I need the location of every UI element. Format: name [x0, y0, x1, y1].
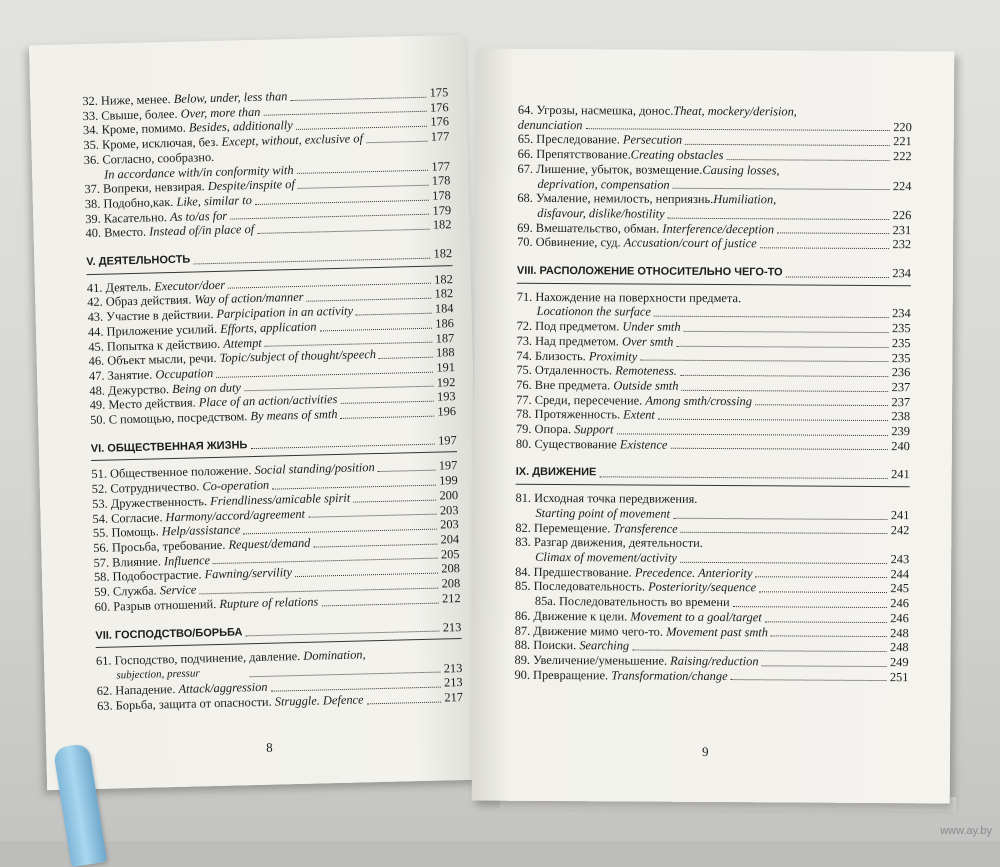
dot-leader	[341, 415, 435, 418]
watermark: www.ay.by	[940, 825, 992, 837]
entry-english: Social standing/position	[254, 460, 375, 478]
entry-title: 41. Деятель.	[86, 279, 155, 295]
entry-title: 52. Сотрудничество.	[91, 479, 203, 497]
entry-english: Proximity	[588, 348, 638, 364]
entry-page: 204	[440, 532, 460, 547]
entry-english: Request/demand	[228, 535, 311, 552]
entry-text	[516, 407, 655, 423]
entry-page: 175	[429, 85, 449, 100]
entry-page: 178	[431, 173, 451, 188]
entry-english: Raising/reduction	[670, 653, 759, 669]
entry-english: Outside smth	[613, 378, 679, 393]
entry-english: Fawning/servility	[204, 565, 293, 582]
entry-text	[516, 334, 673, 350]
entry-english: Domination,	[303, 647, 366, 664]
entry-title: 48. Дежурство.	[89, 381, 173, 398]
section-page: 234	[892, 266, 911, 281]
entry-english: Movement past smth	[666, 624, 769, 639]
entry-english: Among smth/crossing	[645, 393, 752, 408]
entry-title: 85а. Последовательность во времени	[534, 594, 730, 610]
entry-title: 83. Разгар движения, деятельности.	[515, 535, 703, 551]
entry-english: Being on duty	[171, 380, 242, 396]
dot-leader	[760, 247, 890, 249]
entry-page: 245	[890, 581, 910, 596]
entry-page: 176	[429, 99, 449, 115]
entry-page: 248	[890, 640, 909, 655]
entry-text	[516, 422, 614, 437]
dot-leader	[676, 345, 889, 347]
dot-leader	[726, 159, 890, 161]
entry-page: 249	[889, 654, 909, 670]
entry-page: 235	[891, 335, 911, 351]
section-title: IX. ДВИЖЕНИЕ	[515, 466, 597, 479]
entry-title: 38. Подобно,как.	[84, 194, 177, 212]
entry-english: Movement to a goal/target	[630, 609, 762, 625]
entry-english: Support	[574, 422, 614, 437]
entry-title: 62. Нападение.	[96, 682, 179, 699]
entry-english: Influence	[163, 552, 211, 568]
dot-leader	[731, 679, 887, 681]
entry-text	[515, 638, 630, 653]
entry-page: 196	[437, 404, 457, 419]
entry-english: Posteriority/sequence	[648, 579, 757, 595]
dot-leader	[586, 129, 891, 132]
entry-page: 199	[438, 473, 458, 488]
dot-leader	[786, 276, 890, 278]
dot-leader	[680, 561, 888, 563]
entry-text	[516, 348, 637, 363]
entry-page: 239	[891, 424, 911, 439]
entry-page: 177	[430, 129, 450, 144]
entry-english: Existence	[619, 437, 668, 452]
entry-text	[517, 220, 774, 236]
left-page	[29, 35, 483, 790]
dot-leader	[668, 217, 890, 219]
entry-text	[514, 667, 727, 683]
entry-page: 197	[438, 458, 458, 474]
entry-page: 208	[441, 576, 461, 591]
dot-leader	[378, 470, 436, 472]
entry-title: 64. Угрозы, насмешка, донос.	[517, 102, 674, 118]
entry-english: Service	[159, 582, 197, 598]
entry-title: 79. Опора.	[515, 421, 575, 437]
entry-title: 56. Просьба, требование.	[93, 537, 229, 555]
entry-page: 220	[893, 119, 912, 134]
entry-page: 184	[434, 301, 454, 316]
section-page: 197	[437, 432, 457, 448]
entry-page: 212	[441, 590, 461, 606]
dot-leader	[193, 257, 430, 264]
entry-english: denunciation	[517, 117, 583, 132]
entry-page: 187	[435, 330, 455, 346]
dot-leader	[685, 144, 890, 146]
entry-title: 36. Согласно, сообразно.	[83, 149, 215, 167]
entry-page: 244	[890, 566, 910, 581]
dot-leader	[654, 316, 889, 318]
entry-english: Locationon the surface	[536, 304, 652, 320]
entry-page: 241	[890, 507, 910, 523]
entry-page: 237	[891, 394, 911, 409]
entry-english: Transference	[613, 520, 678, 536]
section-page: 241	[891, 467, 910, 482]
entry-english: Instead of/in place of	[149, 222, 255, 239]
entry-text	[535, 594, 730, 610]
entry-english: By means of smth	[250, 407, 338, 424]
entry-english: Except, without, exclusive of	[221, 131, 364, 149]
dot-leader	[771, 636, 887, 638]
entry-page: 213	[443, 660, 463, 676]
entry-title: 45. Попытка к действию.	[88, 336, 224, 354]
entry-page: 193	[436, 389, 456, 404]
entry-title: 84. Предшествование.	[515, 564, 635, 580]
entry-english: Theat, mockery/derision,	[673, 103, 797, 119]
entry-text	[515, 520, 677, 536]
entry-english: Below, under, less than	[173, 89, 288, 106]
entry-title: 81. Исходная точка передвижения.	[515, 490, 698, 507]
toc-entry	[514, 667, 908, 684]
entry-page: 234	[892, 306, 911, 321]
entry-text	[516, 363, 677, 379]
entry-english: Creating obstacles	[630, 147, 724, 163]
entry-title: 50. С помощью, посредством.	[89, 409, 251, 428]
entry-title: 68. Умаление, немилость, неприязнь.	[517, 191, 714, 207]
entry-title: 61. Господство, подчинение, давление.	[95, 649, 304, 669]
entry-title: 67. Лишение, убыток, возмещение.	[517, 161, 703, 177]
dot-leader	[673, 517, 888, 519]
entry-english: Under smth	[622, 319, 681, 334]
entry-english: Interference/deception	[662, 221, 775, 236]
entry-title: 58. Подобострастие.	[93, 567, 205, 585]
entry-text	[516, 437, 668, 453]
entry-title: 51. Общественное положение.	[91, 463, 255, 482]
entry-text	[515, 564, 753, 580]
section-page: 213	[442, 619, 462, 635]
dot-leader	[321, 602, 439, 606]
dot-leader	[762, 665, 887, 667]
entry-title: 43. Участие в действии.	[87, 307, 217, 325]
entry-page: 246	[890, 596, 909, 611]
entry-page: 240	[891, 438, 910, 453]
entry-page: 243	[890, 552, 910, 567]
entry-page: 191	[436, 360, 456, 375]
entry-text	[515, 653, 759, 669]
dot-leader	[379, 357, 433, 359]
entry-english: Help/assistance	[161, 522, 241, 539]
dot-leader	[367, 701, 442, 704]
entry-text	[516, 392, 752, 408]
dot-leader	[755, 577, 887, 579]
entry-english: Place of an action/activities	[198, 392, 338, 410]
entry-title: 35. Кроме, исключая, без.	[83, 134, 222, 153]
dot-leader	[681, 389, 888, 391]
entry-title: 66. Препятствование.	[517, 146, 631, 162]
dot-leader	[759, 591, 887, 593]
entry-page: 200	[439, 487, 459, 503]
entry-page: 232	[892, 237, 912, 252]
entry-title: 40. Вместо.	[85, 224, 150, 241]
entry-title: 65. Преследование.	[517, 132, 623, 147]
entry-page: 236	[891, 365, 911, 380]
entry-title: 37. Вопреки, невзирая.	[84, 179, 208, 197]
entry-english: In accordance with/in conformity with	[103, 162, 294, 182]
entry-english: Co-operation	[202, 477, 270, 494]
entry-title: 89. Увеличение/уменьшение.	[514, 652, 671, 668]
entry-title: 73. Над предметом.	[516, 333, 623, 349]
entry-english: Over, more than	[180, 104, 261, 121]
entry-title: 75. Отдаленность.	[516, 363, 616, 378]
entry-english: Parpicipation in an activity	[216, 303, 354, 322]
entry-title: 59. Служба.	[94, 583, 160, 600]
entry-page: 179	[432, 202, 452, 218]
dot-leader	[640, 360, 889, 363]
dot-leader	[616, 433, 888, 436]
entry-title: 76. Вне предмета.	[516, 377, 614, 393]
entry-english: Persecution	[622, 132, 683, 148]
entry-page: 178	[431, 188, 451, 203]
entry-title: 78. Протяженность.	[516, 407, 624, 422]
dot-leader	[670, 448, 888, 450]
right-toc	[514, 103, 912, 685]
entry-page: 248	[890, 625, 909, 640]
entry-text	[518, 132, 682, 148]
dot-leader	[777, 233, 890, 235]
entry-page: 203	[439, 502, 459, 518]
entry-page: 176	[430, 114, 450, 130]
entry-english: Efforts, application	[219, 319, 317, 336]
dot-leader	[673, 188, 890, 190]
entry-page: 192	[436, 374, 456, 390]
dot-leader	[684, 331, 889, 333]
dot-leader	[366, 141, 428, 144]
entry-english: Accusation/court of justice	[623, 235, 757, 251]
entry-page: 221	[893, 134, 912, 149]
entry-page: 208	[441, 561, 461, 576]
entry-english: Over smth	[621, 334, 674, 349]
dot-leader	[246, 631, 440, 637]
dot-leader	[599, 476, 888, 479]
entry-title: 90. Превращение.	[514, 667, 612, 682]
entry-english: subjection, pressur	[116, 667, 200, 682]
entry-page: 182	[434, 286, 454, 302]
entry-page: 213	[443, 675, 463, 690]
entry-page: 226	[892, 208, 912, 223]
entry-title: 46. Объект мысли, речи.	[88, 351, 220, 369]
entry-english: Like, similar to	[176, 192, 253, 209]
entry-title: 87. Движение мимо чего-то.	[514, 623, 667, 639]
entry-english: Remoteness.	[615, 363, 677, 379]
entry-title: 86. Движение к цели.	[514, 608, 631, 624]
entry-title: 63. Борьба, защита от опасности.	[96, 694, 275, 713]
entry-title: 77. Среди, пересечение.	[516, 392, 646, 408]
entry-page: 205	[440, 546, 460, 562]
entry-page: 182	[432, 217, 452, 232]
dot-leader	[356, 313, 432, 316]
dot-leader	[680, 375, 889, 377]
dot-leader	[250, 444, 435, 450]
entry-english: Extent	[623, 407, 655, 423]
entry-title: 80. Существование	[515, 436, 620, 452]
entry-text	[515, 623, 768, 639]
entry-english: Harmony/accord/agreement	[165, 506, 306, 524]
entry-title: 44. Приложение усилий.	[87, 321, 221, 339]
entry-title: 60. Разрыв отношений.	[94, 596, 220, 614]
entry-title: 69. Вмешательство, обман.	[517, 220, 663, 236]
entry-title: 55. Помощь.	[92, 524, 162, 541]
dot-leader	[681, 532, 888, 534]
entry-title: 70. Обвинение, суд.	[517, 235, 624, 250]
right-page	[472, 49, 955, 804]
entry-title: 54. Согласие.	[92, 509, 166, 526]
dot-leader	[313, 543, 437, 547]
entry-english: As to/as for	[169, 208, 228, 224]
section-rule	[517, 283, 911, 286]
entry-page: 231	[892, 222, 912, 237]
entry-english: Besides, additionally	[188, 118, 293, 135]
entry-page: 182	[434, 271, 453, 287]
dot-leader	[320, 327, 433, 331]
entry-page: 235	[891, 321, 911, 336]
entry-text	[516, 378, 678, 394]
entry-title: 82. Перемещение.	[515, 520, 614, 535]
entry-page: 186	[435, 315, 455, 331]
entry-english: Humiliation,	[713, 192, 777, 207]
dot-leader	[632, 649, 887, 652]
entry-text	[518, 147, 724, 163]
entry-english: Way of action/manner	[194, 290, 304, 307]
left-page-number: 8	[266, 739, 273, 755]
entry-page: 177	[431, 158, 451, 174]
entry-title: 85. Последовательность.	[514, 579, 649, 594]
entry-english: Searching	[579, 638, 630, 653]
entry-english: Climax of movement/activity	[535, 549, 678, 565]
entry-title: 49. Место действия.	[89, 395, 199, 413]
entry-page: 237	[891, 380, 911, 395]
entry-english: Topic/subject of thought/speech	[219, 347, 377, 366]
section-heading	[517, 264, 911, 281]
left-toc	[82, 85, 463, 713]
entry-title: 53. Дружественность.	[92, 494, 211, 511]
entry-title: 71. Нахождение на поверхности предмета.	[516, 289, 742, 305]
dot-leader	[765, 621, 888, 623]
entry-english: Attack/aggression	[178, 680, 268, 697]
entry-page: 188	[435, 345, 455, 360]
entry-english: deprivation, compensation	[537, 176, 670, 192]
entry-english: Rupture of relations	[219, 594, 319, 611]
entry-title: 57. Влияние.	[93, 553, 165, 570]
entry-title: 34. Кроме, помимо.	[82, 120, 190, 138]
dot-leader	[755, 405, 889, 407]
entry-english: Precedence. Anteriority	[634, 565, 753, 580]
entry-english: Transformation/change	[611, 667, 728, 683]
entry-text	[515, 579, 756, 595]
right-page-number: 9	[701, 743, 709, 759]
entry-text	[517, 319, 681, 335]
entry-english: Struggle. Defence	[274, 692, 364, 709]
section-title: VII. ГОСПОДСТВО/БОРЬБА	[95, 625, 243, 642]
toc-entry	[517, 235, 911, 252]
entry-english: Executor/doer	[154, 277, 226, 294]
entry-english: Friendliness/amicable spirit	[210, 490, 351, 509]
entry-page: 203	[440, 517, 459, 532]
entry-page: 235	[891, 350, 911, 365]
entry-title: 33. Свыше, более.	[82, 106, 181, 123]
dot-leader	[733, 606, 888, 608]
entry-page: 238	[891, 409, 911, 424]
entry-english: Attempt	[223, 335, 262, 351]
dot-leader	[353, 499, 436, 502]
section-title: VIII. РАСПОЛОЖЕНИЕ ОТНОСИТЕЛЬНО ЧЕГО-ТО	[516, 264, 783, 279]
entry-title: 39. Касательно.	[85, 209, 171, 226]
entry-english: Occupation	[155, 365, 214, 382]
dot-leader	[340, 401, 434, 404]
entry-text	[515, 609, 762, 625]
entry-text	[517, 235, 757, 251]
section-title: VI. ОБЩЕСТВЕННАЯ ЖИЗНЬ	[90, 438, 248, 455]
section-page: 182	[433, 246, 453, 261]
entry-title: 74. Близость.	[516, 348, 589, 363]
entry-title: 88. Поиски.	[514, 637, 580, 653]
dot-leader	[658, 419, 889, 421]
entry-page: 251	[889, 669, 909, 684]
entry-page: 217	[444, 690, 464, 705]
section-title: V. ДЕЯТЕЛЬНОСТЬ	[86, 253, 191, 269]
entry-english: Causing losses,	[702, 162, 780, 178]
entry-page: 246	[890, 610, 909, 625]
entry-english: Starting point of movement	[535, 505, 671, 521]
entry-english: disfavour, dislike/hostility	[537, 205, 665, 221]
entry-english: Despite/inspite of	[207, 177, 296, 194]
entry-title: 32. Ниже, менее.	[82, 91, 174, 109]
entry-page: 222	[893, 149, 912, 164]
section-heading	[516, 465, 910, 482]
entry-title: 42. Образ действия.	[87, 292, 195, 310]
entry-page: 224	[892, 178, 912, 193]
entry-title: 47. Занятие.	[88, 367, 156, 384]
entry-page: 242	[890, 522, 910, 537]
entry-title: 72. Под предметом.	[516, 318, 623, 334]
toc-entry	[516, 437, 910, 454]
section-rule	[516, 484, 910, 487]
